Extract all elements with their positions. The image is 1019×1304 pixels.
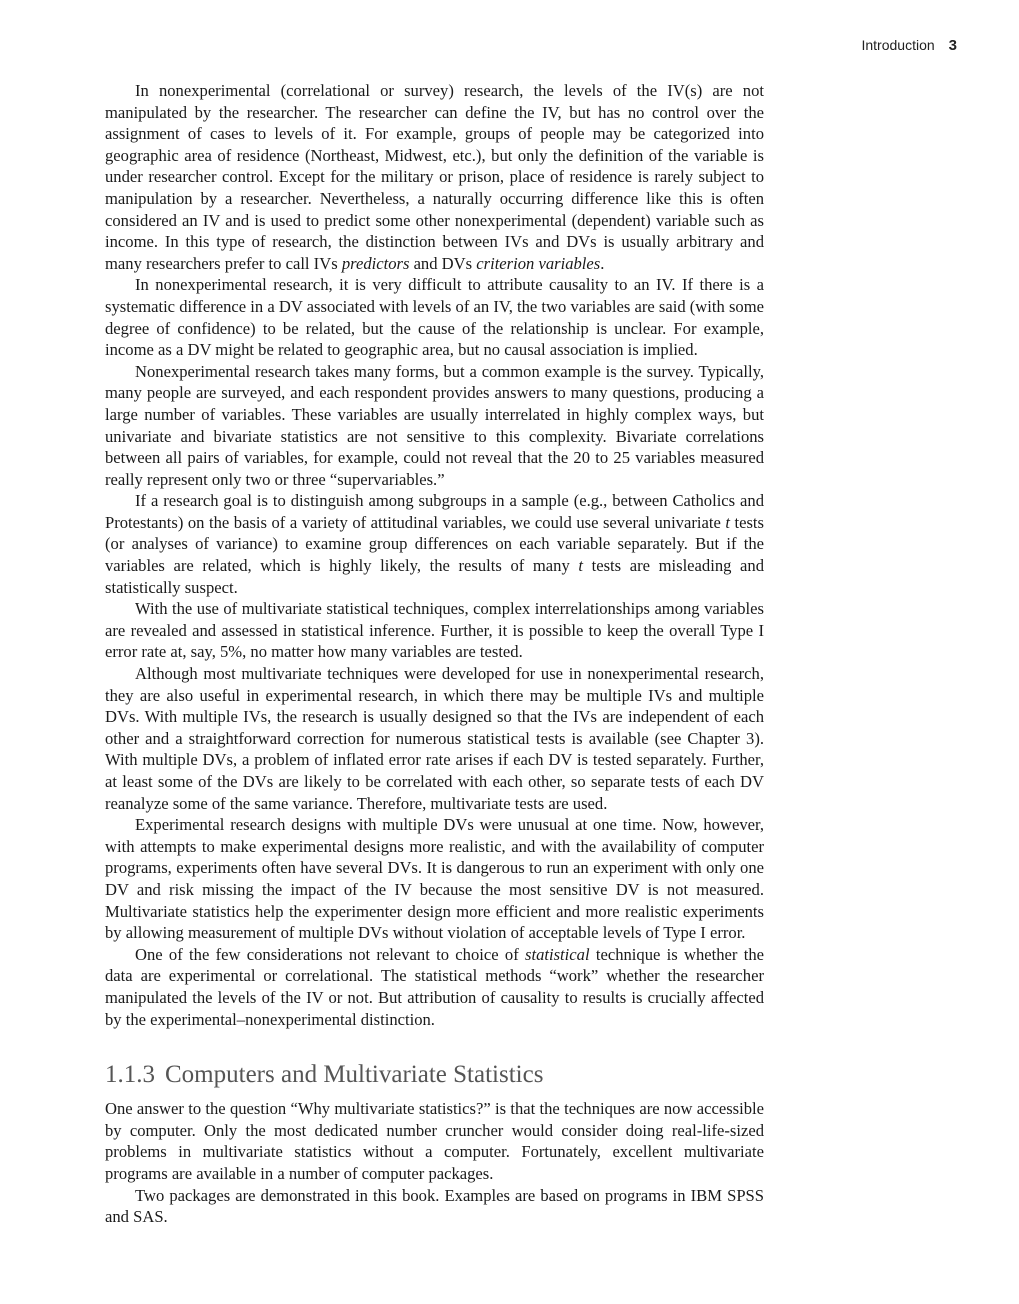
t-symbol: t	[725, 512, 730, 532]
section-heading	[105, 1060, 764, 1090]
term-statistical: statistical	[525, 944, 590, 964]
paragraph-multivariate-techniques: With the use of multivariate statistical techniques, complex interrelationships among variables are revealed and assessed in statistical inference. Further, it is possible to keep the overall Type I error rate at, say, 5%, no matter how many variables are tested.	[105, 599, 764, 662]
paragraph-nonexperimental-intro: In nonexperimental (correlational or survey) research, the levels of the IV(s) are not manipulated by the researcher. The researcher can define the IV, but has no control over the assignment of cases to levels of it. For example, groups of people may be categorized into geographic area of residence (Northeast, Midwest, etc.), but only the definition of the variable is under researcher control. Except for the military or prison, place of residence is rarely subject to manipulation by a researcher. Nevertheless, a naturally occurring difference like this is often considered an IV and is used to predict some other nonexperimental (dependent) variable such as income. In this type of research, the distinction between IVs and DVs is usually arbitrary and many researchers prefer to call IVs predictors and DVs criterion variables.	[105, 81, 764, 273]
paragraph-experimental-research: Although most multivariate techniques were developed for use in nonexperimental research, they are also useful in experimental research, in which there may be multiple IVs and multiple DVs. With multiple IVs, the research is usually designed so that the IVs are independent of each other and a straightforward correction for numerous statistical tests is available (see Chapter 3). With multiple DVs, a problem of inflated error rate arises if each DV is tested separately. Further, at least some of the DVs are likely to be correlated with each other, so separate tests of each DV reanalyze some of the same variance. Therefore, multivariate tests are used.	[105, 664, 764, 813]
t-symbol: t	[578, 556, 583, 576]
running-head	[861, 37, 957, 54]
paragraph-subgroups: If a research goal is to distinguish among subgroups in a sample (e.g., between Catholics and Protestants) on the basis of a variety of attitudinal variables, we could use several univariate t tests (or analyses of variance) to examine group differences on each variable separately. But if the variables are related, which is highly likely, the results of many t tests are misleading and statistically suspect.	[105, 491, 764, 597]
paragraph-computers: One answer to the question “Why multivariate statistics?” is that the techniques are now accessible by computer. Only the most dedicated number cruncher would consider doing real-life-sized problems in multivariate statistics without a computer. Fortunately, excellent multivariate programs are available in a number of computer packages.	[105, 1099, 764, 1183]
paragraph-survey: Nonexperimental research takes many forms, but a common example is the survey. Typically, many people are surveyed, and each respondent provides answers to many questions, producing a large number of variables. These variables are usually interrelated in highly complex ways, but univariate and bivariate statistics are not sensitive to this complexity. Bivariate correlations between all pairs of variables, for example, could not reveal that the 20 to 25 variables measured really represent only two or three “supervariables.”	[105, 361, 764, 489]
paragraph-packages: Two packages are demonstrated in this book. Examples are based on programs in IBM SPSS and SAS.	[105, 1185, 764, 1227]
page-number: 3	[948, 37, 957, 54]
running-title: Introduction	[861, 37, 935, 53]
paragraph-causality: In nonexperimental research, it is very difficult to attribute causality to an IV. If there is a systematic difference in a DV associated with levels of an IV, the two variables are said (with some degree of confidence) to be related, but the cause of the relationship is unclear. For example, income as a DV might be related to geographic area, but no causal association is implied.	[105, 275, 764, 360]
paragraph-considerations: One of the few considerations not relevant to choice of statistical technique is whether the data are experimental or correlational. The statistical methods “work” whether the researcher manipulated the levels of the IV or not. But attribution of causality to results is crucially affected by the experimental–nonexperimental distinction.	[105, 944, 764, 1029]
term-predictors: predictors	[341, 253, 410, 273]
section-number: 1.1.3	[105, 1061, 155, 1089]
page-body	[105, 80, 764, 1228]
section-title: Computers and Multivariate Statistics	[165, 1061, 544, 1089]
paragraph-multiple-dvs: Experimental research designs with multiple DVs were unusual at one time. Now, however, with attempts to make experimental designs more realistic, and with the availability of computer programs, experiments often have several DVs. It is dangerous to run an experiment with only one DV and risk missing the impact of the IV because the most sensitive DV is not measured. Multivariate statistics help the experimenter design more efficient and more realistic experiments by allowing measurement of multiple DVs without violation of acceptable levels of Type I error.	[105, 815, 764, 943]
term-criterion-variables: criterion variables	[476, 253, 601, 273]
